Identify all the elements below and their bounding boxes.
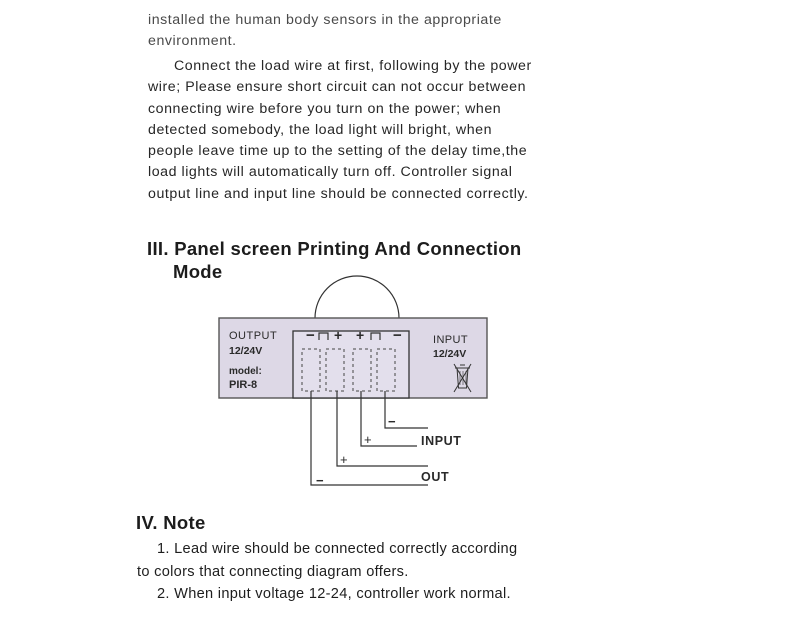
text-line: environment. [148, 33, 237, 50]
text-line: Connect the load wire at first, following by the power [174, 58, 532, 74]
text-line: wire; Please ensure short circuit can not occur between [148, 79, 527, 96]
terminal-sign: − [393, 327, 402, 344]
text-line: load lights will automatically turn off. Controller signal [148, 164, 513, 181]
wire-sign: + [364, 432, 372, 447]
section-4-heading: IV. Note [136, 512, 206, 533]
wire-out-label: OUT [421, 470, 450, 484]
output-label: OUTPUT [229, 330, 278, 342]
wire-sign: − [388, 414, 396, 429]
sensor-dome-icon [315, 276, 399, 318]
notes-list [137, 538, 577, 606]
note-line: 1. Lead wire should be connected correctly according [157, 541, 518, 557]
terminal-sign: − [306, 327, 315, 344]
input-voltage: 12/24V [433, 348, 467, 360]
terminal-sign: + [334, 327, 343, 343]
note-line: to colors that connecting diagram offers. [137, 563, 409, 580]
output-voltage: 12/24V [229, 345, 263, 357]
text-line: people leave time up to the setting of the delay time,the [148, 143, 528, 160]
text-line: installed the human body sensors in the appropriate [148, 12, 502, 28]
note-line: 2. When input voltage 12-24, controller work normal. [157, 586, 511, 602]
wire-sign: − [316, 473, 324, 488]
model-name: PIR-8 [229, 379, 258, 391]
wire-sign: + [340, 452, 348, 467]
input-label: INPUT [433, 334, 468, 346]
text-line: detected somebody, the load light will bright, when [148, 121, 493, 138]
wire-input-label: INPUT [421, 434, 462, 448]
terminal-sign: + [356, 327, 365, 343]
text-line: output line and input line should be connected correctly. [148, 185, 529, 202]
section-3-title-line2: Mode [173, 261, 223, 282]
section-3-title-line1: III. Panel screen Printing And Connection [147, 238, 522, 259]
model-label: model: [229, 366, 262, 377]
text-line: connecting wire before you turn on the power; when [148, 100, 502, 117]
